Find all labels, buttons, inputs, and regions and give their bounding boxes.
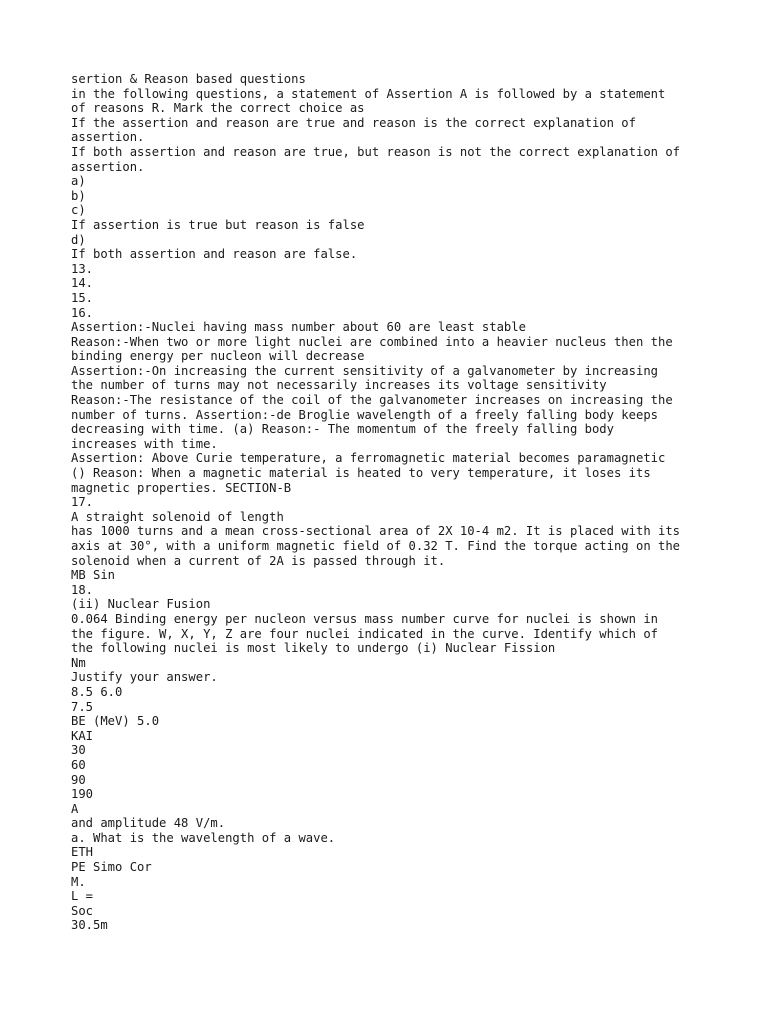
text-line: MB Sin [71, 568, 116, 583]
document-body [71, 72, 711, 933]
text-line: 13. [71, 261, 94, 276]
text-line: binding energy per nucleon will decrease [71, 349, 365, 364]
text-line: a) [71, 174, 86, 189]
text-line: 7.5 [71, 699, 94, 714]
text-line: A straight solenoid of length [71, 509, 284, 524]
text-line: PE Simo Cor [71, 860, 152, 875]
text-line: assertion. [71, 130, 145, 145]
text-line: Reason:-When two or more light nuclei are combined into a heavier nucleus then the [71, 334, 673, 349]
text-line: (ii) Nuclear Fusion [71, 597, 211, 612]
text-line: c) [71, 203, 86, 218]
text-line: has 1000 turns and a mean cross-sectional area of 2X 10-4 m2. It is placed with its [71, 524, 681, 539]
text-line: Nm [71, 655, 86, 670]
text-line: 30 [71, 743, 86, 758]
text-line: 0.064 Binding energy per nucleon versus mass number curve for nuclei is shown in [71, 611, 658, 626]
text-line: number of turns. Assertion:-de Broglie wavelength of a freely falling body keeps [71, 407, 658, 422]
text-line: and amplitude 48 V/m. [71, 816, 226, 831]
text-line: 14. [71, 276, 94, 291]
text-line: of reasons R. Mark the correct choice as [71, 101, 365, 116]
text-line: KAI [71, 728, 94, 743]
text-line: 17. [71, 495, 94, 510]
text-line: b) [71, 188, 86, 203]
text-line: the figure. W, X, Y, Z are four nuclei indicated in the curve. Identify which of [71, 626, 658, 641]
text-line: 8.5 6.0 [71, 684, 123, 699]
text-line: in the following questions, a statement of Assertion A is followed by a statement [71, 86, 666, 101]
text-line: If both assertion and reason are true, but reason is not the correct explanation of [71, 144, 681, 159]
text-line: sertion & Reason based questions [71, 72, 306, 86]
text-line: axis at 30°, with a uniform magnetic field of 0.32 T. Find the torque acting on the [71, 539, 681, 553]
text-line: If the assertion and reason are true and reason is the correct explanation of [71, 115, 636, 130]
text-line: 60 [71, 757, 86, 772]
text-line: Assertion:-On increasing the current sensitivity of a galvanometer by increasing [71, 363, 658, 378]
text-line: magnetic properties. SECTION-B [71, 480, 292, 495]
text-line: d) [71, 232, 86, 247]
text-line: A [71, 801, 79, 816]
text-line: () Reason: When a magnetic material is heated to very temperature, it loses its [71, 466, 651, 481]
text-line: Assertion: Above Curie temperature, a ferromagnetic material becomes paramagnetic [71, 451, 666, 466]
text-line: assertion. [71, 159, 145, 174]
text-line: Soc [71, 903, 94, 918]
text-line: 90 [71, 772, 86, 787]
text-line: the number of turns may not necessarily increases its voltage sensitivity [71, 378, 607, 393]
text-line: Assertion:-Nuclei having mass number about 60 are least stable [71, 320, 526, 335]
text-line: L = [71, 889, 94, 904]
text-line: 190 [71, 787, 94, 802]
text-line: the following nuclei is most likely to undergo (i) Nuclear Fission [71, 641, 556, 656]
text-line: solenoid when a current of 2A is passed through it. [71, 553, 446, 568]
text-line: increases with time. [71, 436, 218, 451]
text-line: 18. [71, 582, 94, 597]
text-line: Justify your answer. [71, 670, 218, 685]
text-line: a. What is the wavelength of a wave. [71, 830, 336, 845]
text-line: 15. [71, 290, 94, 305]
text-line: BE (MeV) 5.0 [71, 714, 160, 729]
text-line: ETH [71, 845, 94, 860]
text-line: decreasing with time. (a) Reason:- The momentum of the freely falling body [71, 422, 614, 437]
text-line: M. [71, 874, 86, 889]
text-line: 30.5m [71, 918, 108, 933]
text-line: If assertion is true but reason is false [71, 217, 365, 232]
text-line: Reason:-The resistance of the coil of the galvanometer increases on increasing the [71, 393, 673, 408]
text-line: 16. [71, 305, 94, 320]
text-line: If both assertion and reason are false. [71, 247, 358, 262]
